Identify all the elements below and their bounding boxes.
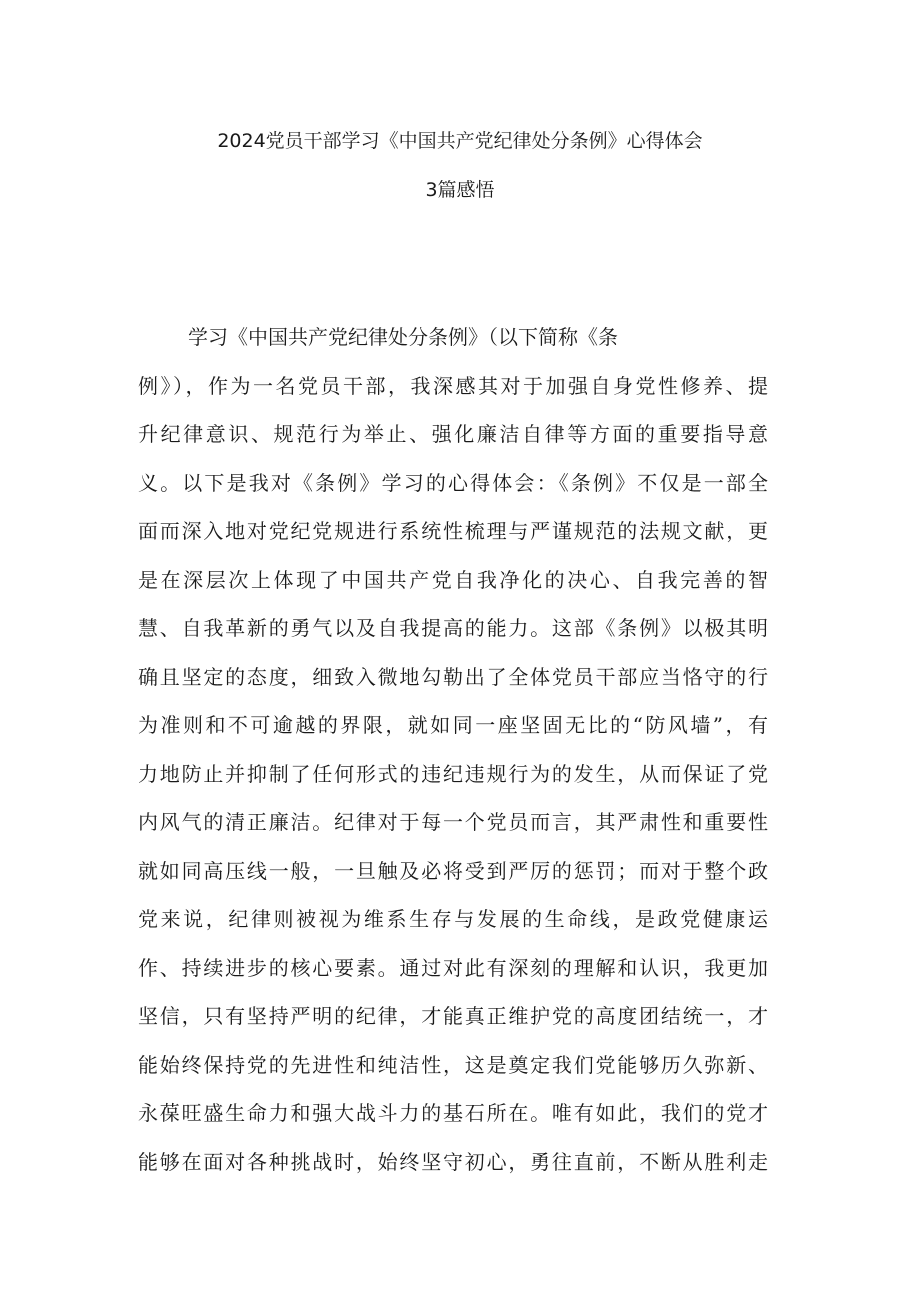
body-line: 力地防止并抑制了任何形式的违纪违规行为的发生，从而保证了党 [138,761,768,786]
body-line: 例》），作为一名党员干部，我深感其对于加强自身党性修养、提 [138,373,768,398]
body-paragraph [138,313,768,1186]
body-line: 慧、自我革新的勇气以及自我提高的能力。这部《条例》以极其明 [138,616,768,640]
body-line: 义。以下是我对《条例》学习的心得体会：《条例》不仅是一部全 [138,470,768,495]
body-line: 永葆旺盛生命力和强大战斗力的基石所在。唯有如此，我们的党才 [138,1101,768,1125]
body-line: 内风气的清正廉洁。纪律对于每一个党员而言，其严肃性和重要性 [138,810,768,834]
body-line: 坚信，只有坚持严明的纪律，才能真正维护党的高度团结统一，才 [138,1004,768,1028]
body-line: 就如同高压线一般，一旦触及必将受到严厉的惩罚；而对于整个政 [138,858,768,883]
body-line: 能始终保持党的先进性和纯洁性，这是奠定我们党能够历久弥新、 [138,1052,768,1077]
body-line: 面而深入地对党纪党规进行系统性梳理与严谨规范的法规文献，更 [138,519,768,543]
body-line: 确且坚定的态度，细致入微地勾勒出了全体党员干部应当恪守的行 [138,664,768,689]
body-line: 升纪律意识、规范行为举止、强化廉洁自律等方面的重要指导意 [138,422,768,446]
document-title-line-2: 3篇感悟 [425,179,495,201]
body-line: 为准则和不可逾越的界限，就如同一座坚固无比的“防风墙”，有 [138,713,768,737]
body-line: 能够在面对各种挑战时，始终坚守初心，勇往直前，不断从胜利走 [138,1149,768,1174]
body-line: 作、持续进步的核心要素。通过对此有深刻的理解和认识，我更加 [138,955,768,980]
body-line: 学习《中国共产党纪律处分条例》（以下简称《条 [188,325,618,349]
body-line: 党来说，纪律则被视为维系生存与发展的生命线，是政党健康运 [138,907,768,931]
document-title-line-1: 2024党员干部学习《中国共产党纪律处分条例》心得体会 [217,130,703,152]
body-line: 是在深层次上体现了中国共产党自我净化的决心、自我完善的智 [138,567,768,592]
